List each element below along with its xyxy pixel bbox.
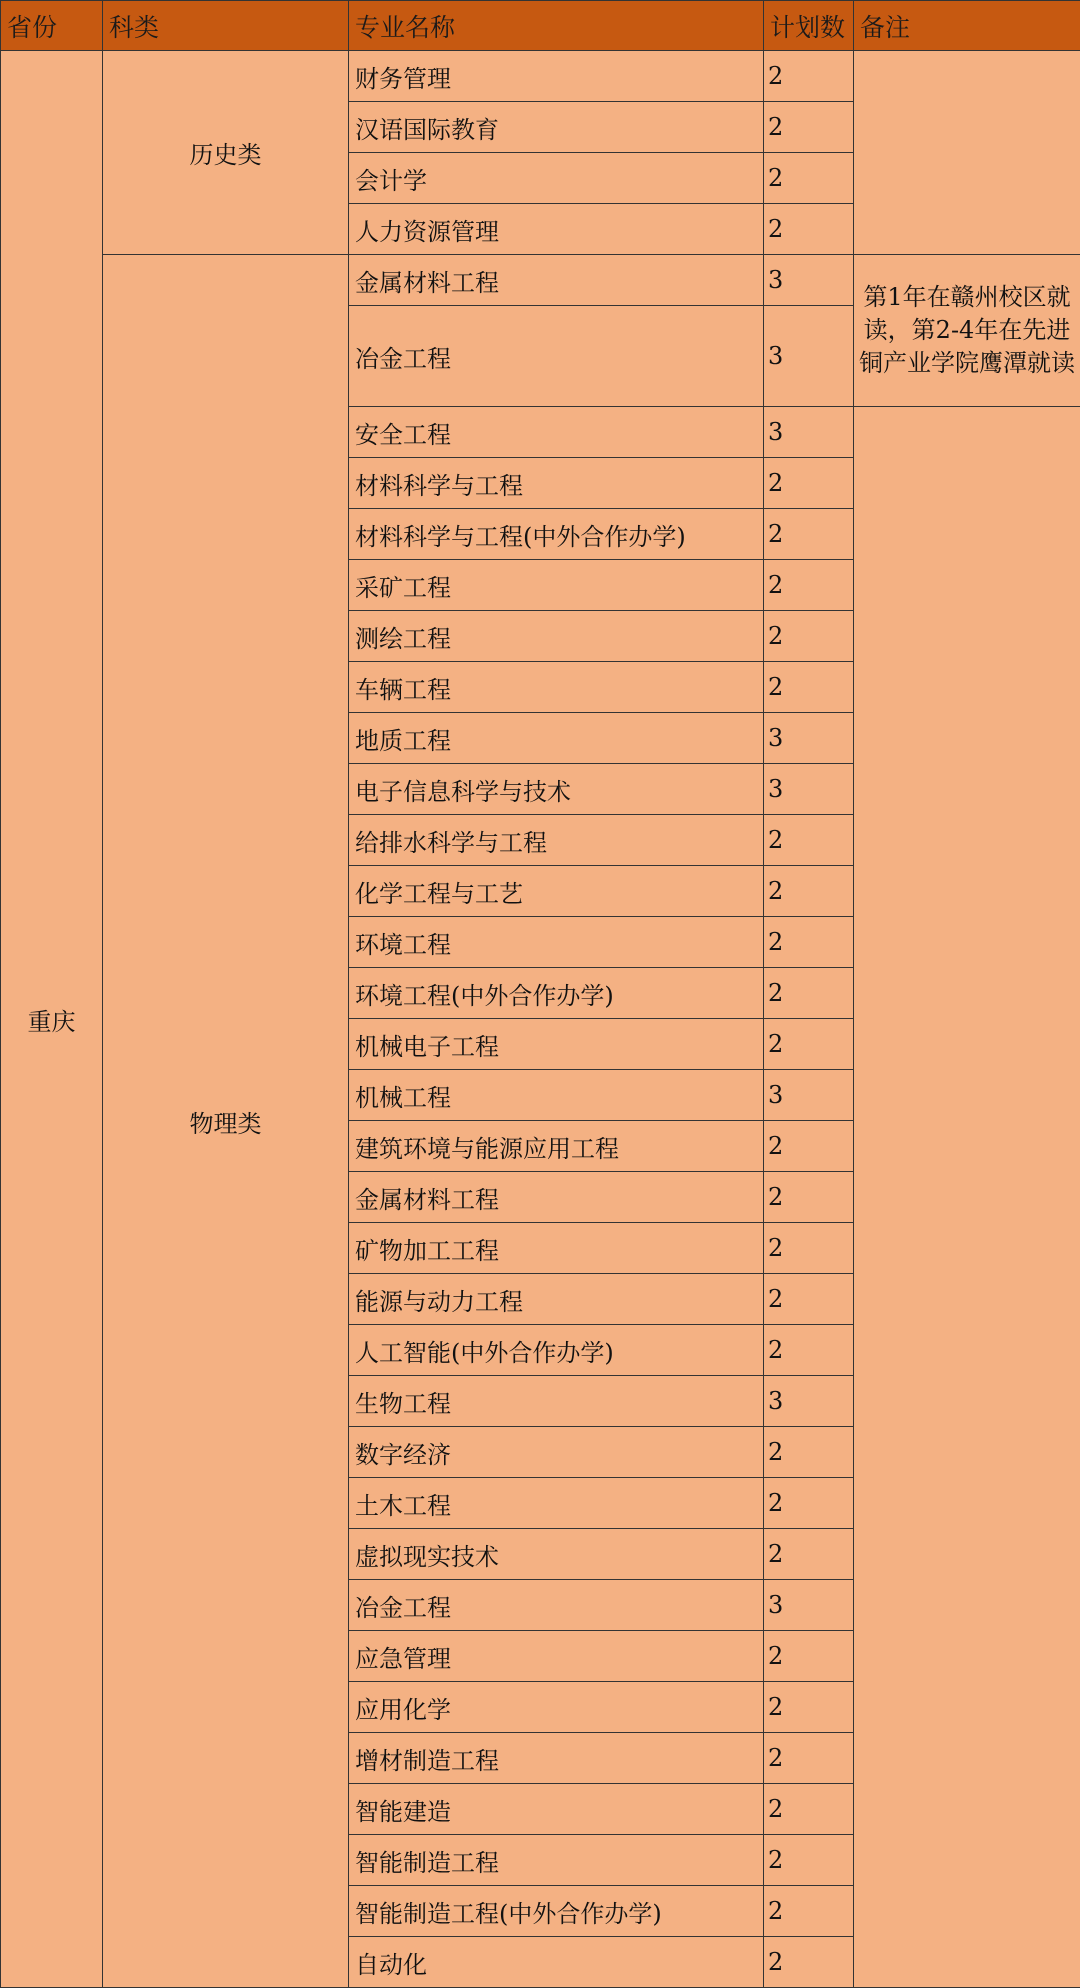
plan-cell: 2 [764, 1172, 854, 1223]
plan-cell: 3 [764, 764, 854, 815]
major-cell: 机械工程 [349, 1070, 764, 1121]
plan-cell: 2 [764, 1325, 854, 1376]
plan-cell: 2 [764, 204, 854, 255]
plan-cell: 2 [764, 1886, 854, 1937]
major-cell: 地质工程 [349, 713, 764, 764]
major-cell: 生物工程 [349, 1376, 764, 1427]
major-cell: 给排水科学与工程 [349, 815, 764, 866]
plan-cell: 2 [764, 1682, 854, 1733]
major-cell: 土木工程 [349, 1478, 764, 1529]
major-cell: 冶金工程 [349, 1580, 764, 1631]
header-category: 科类 [103, 1, 349, 51]
major-cell: 金属材料工程 [349, 255, 764, 306]
plan-cell: 2 [764, 1733, 854, 1784]
plan-cell: 3 [764, 1376, 854, 1427]
major-cell: 冶金工程 [349, 306, 764, 407]
table-body [1, 51, 1080, 1988]
plan-cell: 2 [764, 662, 854, 713]
plan-cell: 2 [764, 1478, 854, 1529]
plan-cell: 2 [764, 968, 854, 1019]
major-cell: 环境工程(中外合作办学) [349, 968, 764, 1019]
major-cell: 数字经济 [349, 1427, 764, 1478]
category-cell: 历史类 [103, 51, 349, 255]
plan-cell: 2 [764, 1529, 854, 1580]
header-row [1, 1, 1080, 51]
major-cell: 人工智能(中外合作办学) [349, 1325, 764, 1376]
major-cell: 金属材料工程 [349, 1172, 764, 1223]
plan-cell: 3 [764, 1070, 854, 1121]
plan-cell: 3 [764, 407, 854, 458]
plan-cell: 2 [764, 1784, 854, 1835]
major-cell: 人力资源管理 [349, 204, 764, 255]
plan-cell: 2 [764, 1019, 854, 1070]
major-cell: 会计学 [349, 153, 764, 204]
plan-cell: 3 [764, 255, 854, 306]
major-cell: 材料科学与工程 [349, 458, 764, 509]
plan-cell: 2 [764, 1121, 854, 1172]
category-cell: 物理类 [103, 255, 349, 1988]
major-cell: 智能制造工程 [349, 1835, 764, 1886]
major-cell: 环境工程 [349, 917, 764, 968]
table-row [1, 51, 1080, 102]
plan-cell: 2 [764, 1223, 854, 1274]
plan-cell: 2 [764, 153, 854, 204]
major-cell: 智能制造工程(中外合作办学) [349, 1886, 764, 1937]
header-province: 省份 [1, 1, 103, 51]
major-cell: 机械电子工程 [349, 1019, 764, 1070]
plan-cell: 2 [764, 1937, 854, 1988]
major-cell: 增材制造工程 [349, 1733, 764, 1784]
plan-cell: 2 [764, 458, 854, 509]
major-cell: 应急管理 [349, 1631, 764, 1682]
header-note: 备注 [854, 1, 1080, 51]
header-major: 专业名称 [349, 1, 764, 51]
table-row [1, 255, 1080, 306]
plan-cell: 2 [764, 866, 854, 917]
plan-cell: 2 [764, 815, 854, 866]
major-cell: 能源与动力工程 [349, 1274, 764, 1325]
plan-cell: 2 [764, 1631, 854, 1682]
major-cell: 安全工程 [349, 407, 764, 458]
plan-cell: 2 [764, 509, 854, 560]
major-cell: 建筑环境与能源应用工程 [349, 1121, 764, 1172]
major-cell: 智能建造 [349, 1784, 764, 1835]
major-cell: 自动化 [349, 1937, 764, 1988]
major-cell: 汉语国际教育 [349, 102, 764, 153]
major-cell: 虚拟现实技术 [349, 1529, 764, 1580]
plan-cell: 2 [764, 560, 854, 611]
plan-cell: 2 [764, 1274, 854, 1325]
major-cell: 电子信息科学与技术 [349, 764, 764, 815]
province-cell: 重庆 [1, 51, 103, 1988]
major-cell: 测绘工程 [349, 611, 764, 662]
header-plan: 计划数 [764, 1, 854, 51]
major-cell: 采矿工程 [349, 560, 764, 611]
plan-cell: 3 [764, 1580, 854, 1631]
major-cell: 化学工程与工艺 [349, 866, 764, 917]
plan-cell: 2 [764, 51, 854, 102]
plan-cell: 2 [764, 102, 854, 153]
plan-cell: 2 [764, 917, 854, 968]
plan-cell: 2 [764, 1427, 854, 1478]
major-cell: 车辆工程 [349, 662, 764, 713]
plan-cell: 3 [764, 306, 854, 407]
plan-cell: 2 [764, 611, 854, 662]
note-cell: 第1年在赣州校区就读，第2-4年在先进铜产业学院鹰潭就读 [854, 255, 1080, 407]
major-cell: 材料科学与工程(中外合作办学) [349, 509, 764, 560]
plan-cell: 2 [764, 1835, 854, 1886]
major-cell: 财务管理 [349, 51, 764, 102]
plan-cell: 3 [764, 713, 854, 764]
note-cell-empty [854, 407, 1080, 1988]
major-cell: 矿物加工工程 [349, 1223, 764, 1274]
note-cell-empty [854, 51, 1080, 255]
major-cell: 应用化学 [349, 1682, 764, 1733]
